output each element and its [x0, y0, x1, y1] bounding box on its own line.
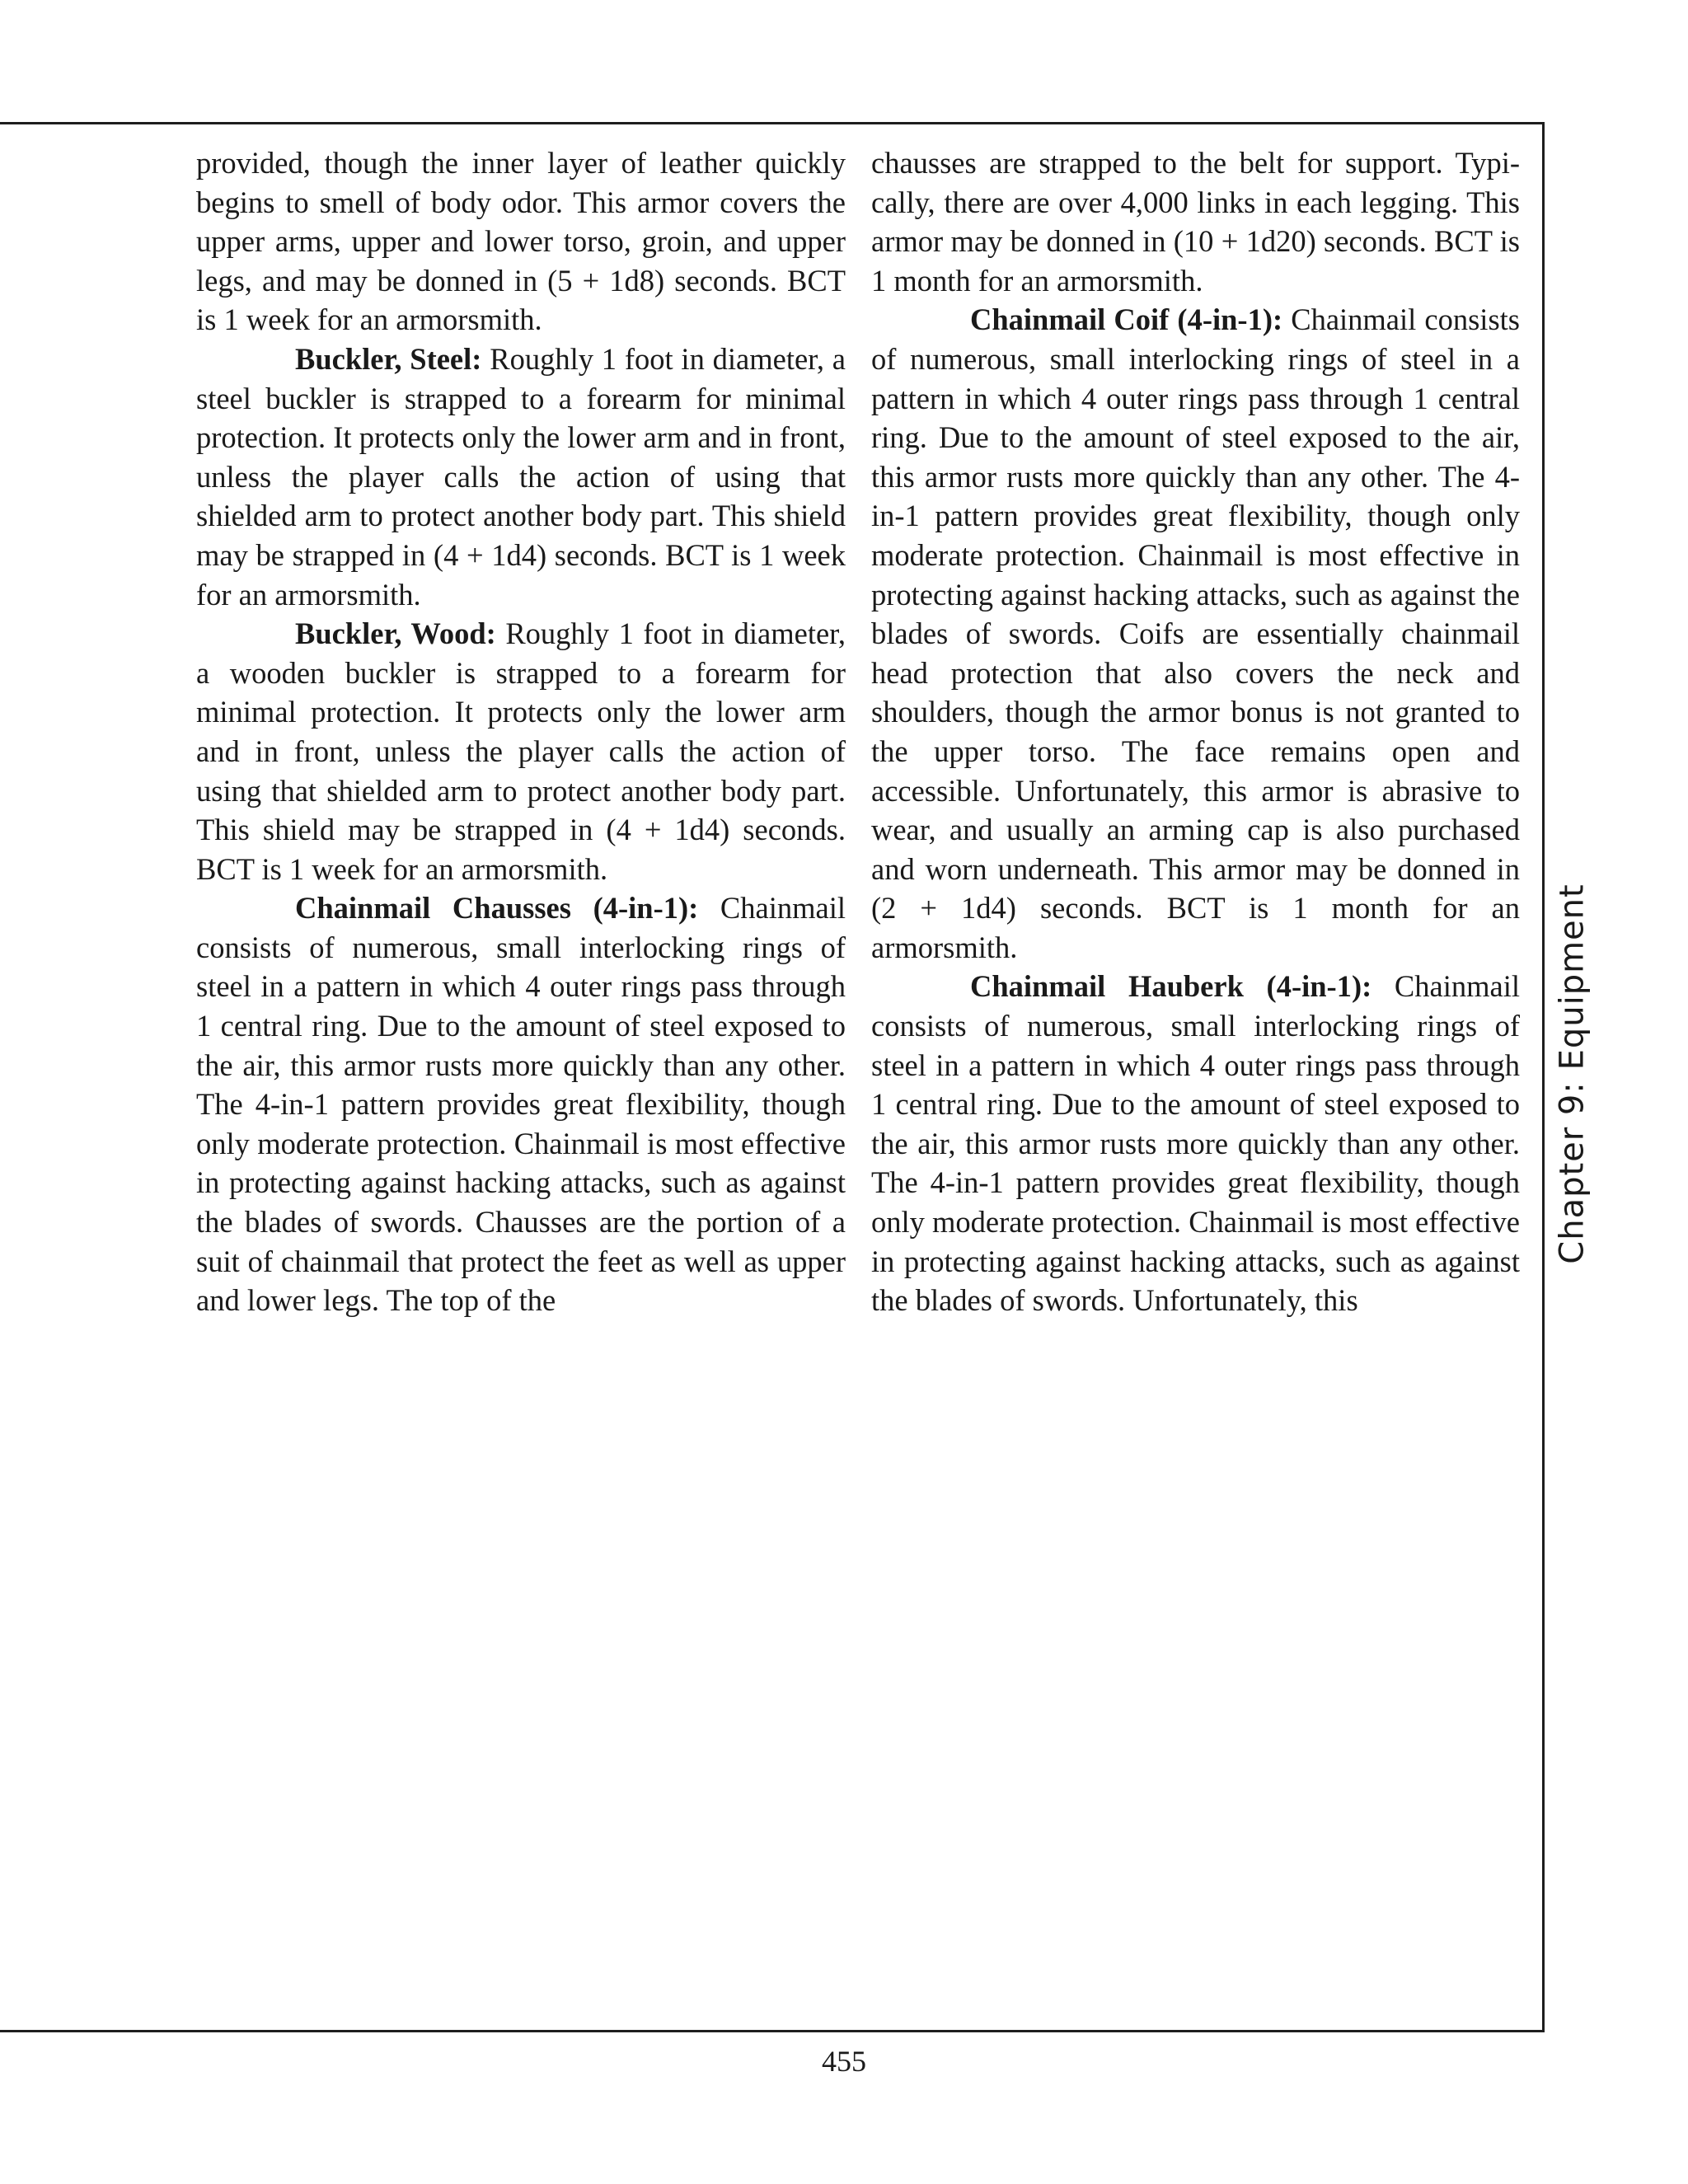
page-frame-top-rule	[0, 122, 1545, 124]
paragraph-text: Chainmail consists of numerous, small interlocking rings of steel in a pattern in which 4 outer rings pass through 1 central ring. Due to the amount of steel exposed to the air, this armor rusts more quickly than any other. The 4-in-1 pattern provides great flexibility, though only moderate protection. Chainmail is most effective in protecting against hacking attacks, such as against the blades of swords. Unfortunately, this	[871, 969, 1520, 1318]
paragraph-leather-armor-continued	[196, 143, 846, 340]
entry-title-buckler-steel: Buckler, Steel:	[295, 341, 482, 376]
paragraph-chainmail-chausses	[196, 888, 846, 1320]
page-frame-bottom-rule	[0, 2030, 1545, 2032]
paragraph-text: Roughly 1 foot in diameter, a wooden buckler is strapped to a forearm for minimal protection. It protects only the lower arm and in front, unless the player calls the action of using that shielded arm to protect another body part. This shield may be strapped in (4 + 1d4) seconds. BCT is 1 week for an armorsmith.	[196, 616, 846, 886]
entry-title-chainmail-hauberk: Chainmail Hauberk (4-in-1):	[970, 969, 1372, 1004]
paragraph-chainmail-hauberk	[871, 967, 1520, 1319]
left-column	[196, 143, 846, 1320]
paragraph-text: Chainmail consists of numerous, small interlocking rings of steel in a pattern in which 4 outer rings pass through 1 central ring. Due to the amount of steel exposed to the air, this armor rusts more quickly than any other. The 4-in-1 pattern provides great flexibility, though only moderate protection. Chainmail is most effective in protecting against hacking attacks, such as against the blades of swords. Chausses are the portion of a suit of chainmail that protect the feet as well as upper and lower legs. The top of the	[196, 891, 846, 1318]
page-frame-right-rule	[1542, 122, 1545, 2032]
chapter-side-tab-label: Chapter 9: Equipment	[1554, 883, 1592, 1264]
paragraph-text: provided, though the inner layer of leather quickly begins to smell of body odor. This armor covers the upper arms, upper and lower torso, groin, and upper legs, and may be donned in (5 + 1d8) seconds. BCT is 1 week for an armorsmith.	[196, 146, 846, 337]
entry-title-buckler-wood: Buckler, Wood:	[295, 616, 496, 651]
entry-title-chainmail-coif: Chainmail Coif (4-in-1):	[970, 302, 1283, 337]
paragraph-buckler-wood	[196, 614, 846, 888]
paragraph-text: Chainmail consists of numerous, small interlocking rings of steel in a pattern in which 4 outer rings pass through 1 central ring. Due to the amount of steel exposed to the air, this armor rusts more quickly than any other. The 4-in-1 pattern provides great flexibility, though only moderate protection. Chainmail is most effective in protecting against hacking attacks, such as against the blades of swords. Coifs are essentially chainmail head protection that also covers the neck and shoulders, though the armor bonus is not granted to the upper torso. The face remains open and accessible. Unfortunately, this armor is abrasive to wear, and usually an arming cap is also purchased and worn underneath. This armor may be donned in (2 + 1d4) seconds. BCT is 1 month for an armorsmith.	[871, 302, 1520, 964]
page-number: 455	[822, 2045, 866, 2078]
right-column	[871, 143, 1520, 1320]
paragraph-chainmail-coif	[871, 300, 1520, 967]
paragraph-chausses-continued	[871, 143, 1520, 300]
paragraph-text: Roughly 1 foot in diameter, a steel buckler is strapped to a forearm for minimal protection. It protects only the lower arm and in front, unless the player calls the action of using that shielded arm to protect another body part. This shield may be strapped in (4 + 1d4) seconds. BCT is 1 week for an armorsmith.	[196, 341, 846, 612]
chapter-side-tab	[1550, 883, 1596, 1264]
paragraph-text: chausses are strapped to the belt for support. Typically, there are over 4,000 links in each legging. This armor may be donned in (10 + 1d20) seconds. BCT is 1 month for an armorsmith.	[871, 146, 1520, 298]
paragraph-buckler-steel	[196, 340, 846, 614]
entry-title-chainmail-chausses: Chainmail Chausses (4-in-1):	[295, 891, 699, 926]
